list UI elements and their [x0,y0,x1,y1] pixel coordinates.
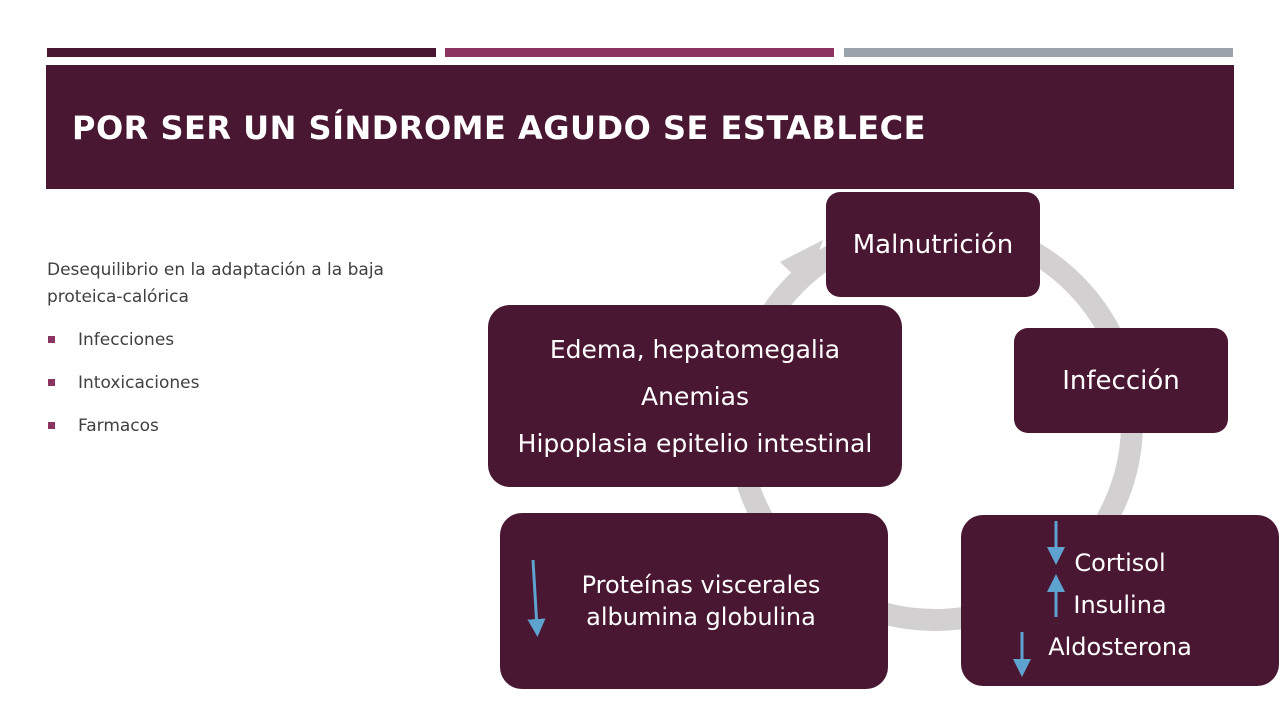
node-label-cortisol: Cortisol [1074,548,1166,577]
node-label: Malnutrición [852,229,1014,260]
node-label-insulina: Insulina [1073,590,1167,619]
arrow-down-icon [533,560,537,628]
bullet-label: Infecciones [78,330,175,350]
node-label-hipoplasia: Hipoplasia epitelio intestinal [517,428,873,458]
node-label-proteinas: Proteínas viscerales [581,571,821,599]
node-label: Infección [1062,365,1180,396]
bullet-label: Intoxicaciones [78,373,200,393]
intro-text: Desequilibrio en la adaptación a la baja proteica-calórica [47,260,384,307]
slide-title: POR SER UN SÍNDROME AGUDO SE ESTABLECE [72,109,926,147]
node-label-aldosterona: Aldosterona [1048,632,1192,661]
node-label-anemias: Anemias [641,381,749,411]
node-label-edema: Edema, hepatomegalia [549,334,841,364]
bullet-label: Farmacos [78,416,159,436]
node-label-albumina: albumina globulina [586,603,816,631]
